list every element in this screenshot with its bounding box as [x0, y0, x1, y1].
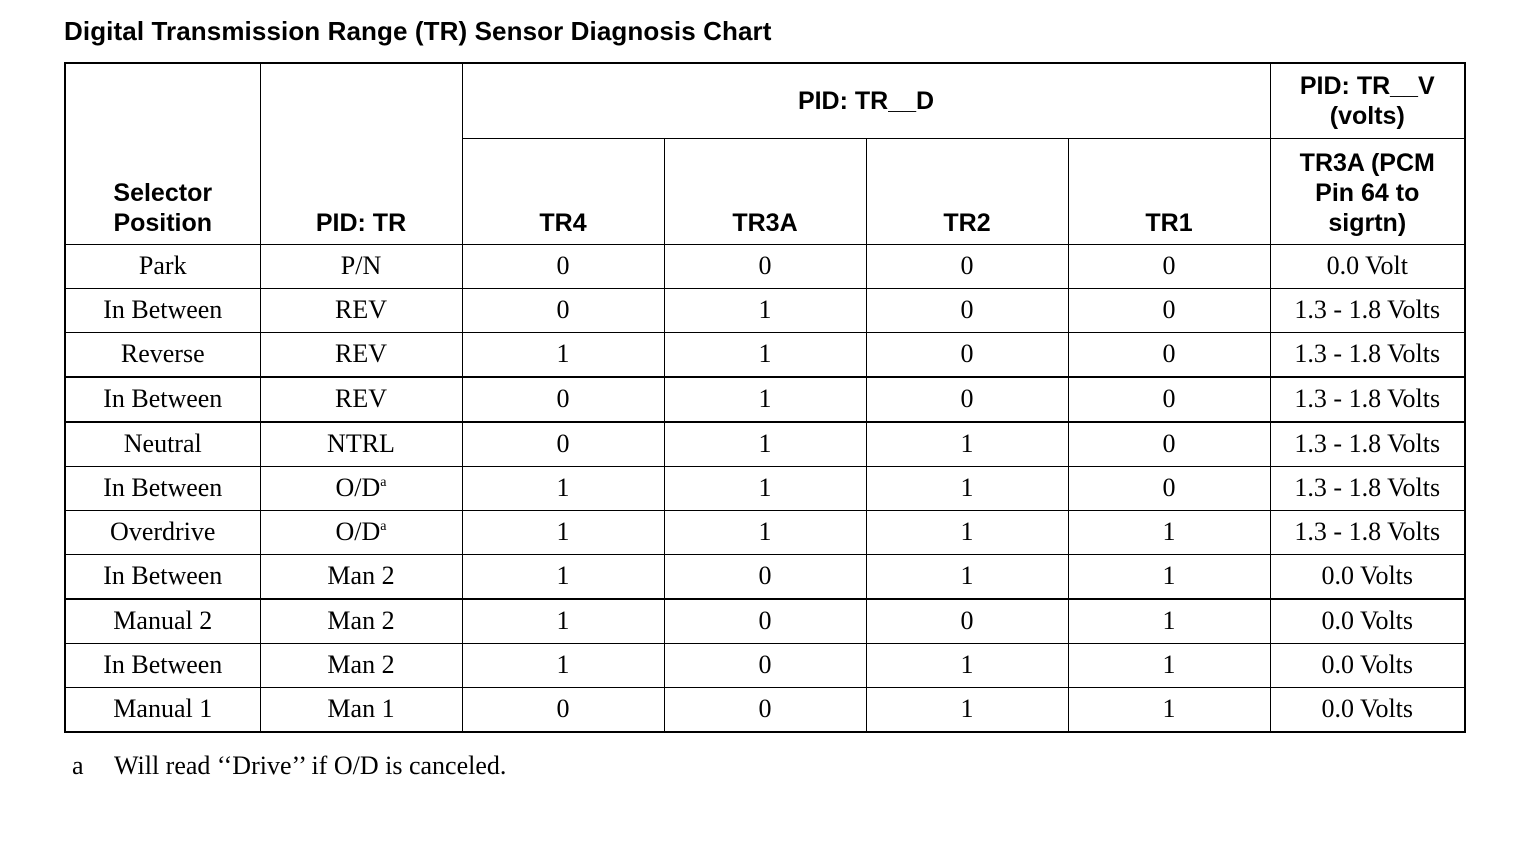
cell-tr1	[1068, 288, 1270, 332]
cell-tr2-text: 1	[960, 694, 974, 723]
header-tr2: TR2	[866, 138, 1068, 244]
cell-tr3a-volts	[1270, 466, 1465, 510]
table-row	[65, 643, 1465, 687]
table-row	[65, 466, 1465, 510]
cell-pid-tr	[260, 377, 462, 422]
cell-tr3a	[664, 643, 866, 687]
cell-tr2	[866, 466, 1068, 510]
cell-selector-position-text: In Between	[103, 295, 223, 324]
cell-tr3a-volts	[1270, 377, 1465, 422]
cell-pid-tr	[260, 422, 462, 467]
cell-selector-position-text: Manual 2	[113, 606, 213, 635]
cell-selector-position-text: In Between	[103, 650, 223, 679]
cell-selector-position-text: Reverse	[120, 339, 205, 368]
table-row	[65, 422, 1465, 467]
cell-tr3a-volts-text: 1.3 - 1.8 Volts	[1294, 517, 1441, 546]
cell-selector-position	[65, 643, 260, 687]
footnote-mark: a	[72, 751, 84, 780]
cell-tr1	[1068, 377, 1270, 422]
cell-tr3a-volts-text: 1.3 - 1.8 Volts	[1294, 339, 1441, 368]
cell-tr4	[462, 599, 664, 644]
footnote-reference: a	[380, 475, 387, 490]
cell-pid-tr	[260, 687, 462, 732]
cell-tr4-text: 1	[556, 561, 570, 590]
cell-tr4-text: 0	[556, 694, 570, 723]
cell-tr3a	[664, 687, 866, 732]
cell-tr3a	[664, 377, 866, 422]
cell-tr2	[866, 643, 1068, 687]
header-tr1: TR1	[1068, 138, 1270, 244]
cell-tr2	[866, 422, 1068, 467]
cell-selector-position	[65, 332, 260, 377]
cell-tr3a-volts	[1270, 599, 1465, 644]
cell-pid-tr-text: O/D	[335, 473, 381, 502]
cell-pid-tr	[260, 643, 462, 687]
cell-tr2-text: 1	[960, 650, 974, 679]
cell-tr3a-text: 0	[758, 251, 772, 280]
footnote	[72, 751, 506, 781]
cell-tr3a-volts-text: 0.0 Volts	[1321, 694, 1414, 723]
cell-tr3a-text: 1	[758, 517, 772, 546]
cell-selector-position-text: Manual 1	[113, 694, 213, 723]
cell-tr4-text: 1	[556, 339, 570, 368]
cell-tr2	[866, 377, 1068, 422]
cell-tr3a-text: 1	[758, 295, 772, 324]
cell-tr4-text: 0	[556, 295, 570, 324]
cell-selector-position	[65, 288, 260, 332]
cell-selector-position	[65, 244, 260, 288]
cell-pid-tr-text: Man 2	[327, 606, 395, 635]
table-row	[65, 687, 1465, 732]
cell-tr3a-volts	[1270, 510, 1465, 554]
table-row	[65, 554, 1465, 599]
cell-tr2-text: 1	[960, 517, 974, 546]
cell-tr2-text: 1	[960, 561, 974, 590]
cell-selector-position-text: Overdrive	[110, 517, 216, 546]
header-selector-position: Selector Position	[65, 63, 260, 244]
header-tr3a: TR3A	[664, 138, 866, 244]
cell-pid-tr	[260, 466, 462, 510]
cell-tr2-text: 0	[960, 606, 974, 635]
table-row	[65, 332, 1465, 377]
cell-tr1-text: 0	[1162, 295, 1176, 324]
cell-tr3a-volts	[1270, 244, 1465, 288]
cell-tr1	[1068, 466, 1270, 510]
cell-tr1	[1068, 599, 1270, 644]
cell-tr4-text: 1	[556, 606, 570, 635]
cell-tr3a	[664, 466, 866, 510]
cell-tr3a	[664, 288, 866, 332]
cell-selector-position	[65, 687, 260, 732]
header-pid-tr-v: PID: TR__V (volts)	[1270, 63, 1465, 138]
cell-tr1-text: 0	[1162, 339, 1176, 368]
cell-pid-tr-text: Man 1	[327, 694, 395, 723]
cell-tr4-text: 0	[556, 429, 570, 458]
cell-pid-tr-text: REV	[335, 295, 387, 324]
cell-tr2	[866, 332, 1068, 377]
cell-tr1	[1068, 244, 1270, 288]
cell-tr3a-volts-text: 1.3 - 1.8 Volts	[1294, 384, 1441, 413]
cell-tr1-text: 1	[1162, 606, 1176, 635]
cell-tr3a-text: 0	[758, 606, 772, 635]
cell-tr2-text: 0	[960, 384, 974, 413]
cell-tr3a-text: 1	[758, 473, 772, 502]
cell-tr2-text: 0	[960, 295, 974, 324]
cell-selector-position	[65, 510, 260, 554]
cell-tr2	[866, 288, 1068, 332]
cell-tr3a-volts-text: 0.0 Volts	[1321, 650, 1414, 679]
cell-tr1-text: 1	[1162, 561, 1176, 590]
cell-tr3a-text: 1	[758, 384, 772, 413]
table-body	[65, 244, 1465, 732]
diagnosis-table	[64, 62, 1466, 733]
cell-tr3a-volts	[1270, 643, 1465, 687]
cell-pid-tr	[260, 244, 462, 288]
cell-tr1-text: 1	[1162, 694, 1176, 723]
cell-selector-position	[65, 377, 260, 422]
cell-tr2-text: 1	[960, 473, 974, 502]
cell-tr3a-volts	[1270, 332, 1465, 377]
cell-tr1	[1068, 687, 1270, 732]
cell-selector-position-text: In Between	[103, 384, 223, 413]
header-pid-tr: PID: TR	[260, 63, 462, 244]
cell-pid-tr-text: P/N	[340, 251, 382, 280]
cell-tr4	[462, 422, 664, 467]
cell-tr1	[1068, 332, 1270, 377]
cell-tr3a	[664, 422, 866, 467]
cell-tr4	[462, 377, 664, 422]
cell-tr1-text: 1	[1162, 650, 1176, 679]
cell-tr4	[462, 288, 664, 332]
cell-tr2-text: 0	[960, 339, 974, 368]
cell-tr3a-volts-text: 0.0 Volts	[1321, 606, 1414, 635]
header-tr3a-pcm: TR3A (PCM Pin 64 to sigrtn)	[1270, 138, 1465, 244]
cell-pid-tr	[260, 554, 462, 599]
cell-selector-position-text: Park	[138, 251, 187, 280]
cell-tr3a	[664, 332, 866, 377]
cell-tr3a	[664, 599, 866, 644]
cell-pid-tr	[260, 332, 462, 377]
cell-tr4	[462, 332, 664, 377]
cell-tr4	[462, 554, 664, 599]
cell-selector-position	[65, 599, 260, 644]
cell-tr1-text: 1	[1162, 517, 1176, 546]
cell-tr2-text: 0	[960, 251, 974, 280]
cell-tr3a	[664, 244, 866, 288]
cell-tr3a-volts-text: 0.0 Volts	[1321, 561, 1414, 590]
cell-pid-tr-text: NTRL	[327, 429, 395, 458]
cell-tr2	[866, 244, 1068, 288]
footnote-reference: a	[380, 519, 387, 534]
cell-pid-tr	[260, 510, 462, 554]
cell-selector-position-text: In Between	[103, 473, 223, 502]
cell-pid-tr-text: Man 2	[327, 650, 395, 679]
cell-tr2	[866, 687, 1068, 732]
cell-tr4	[462, 643, 664, 687]
cell-tr4	[462, 510, 664, 554]
cell-tr3a-volts	[1270, 687, 1465, 732]
cell-tr2	[866, 510, 1068, 554]
table-row	[65, 288, 1465, 332]
cell-tr3a-volts	[1270, 554, 1465, 599]
table-row	[65, 244, 1465, 288]
chart-title: Digital Transmission Range (TR) Sensor Diagnosis Chart	[64, 16, 772, 46]
cell-tr3a-text: 1	[758, 429, 772, 458]
cell-pid-tr	[260, 288, 462, 332]
cell-pid-tr-text: REV	[335, 339, 387, 368]
cell-pid-tr	[260, 599, 462, 644]
cell-selector-position-text: Neutral	[123, 429, 202, 458]
cell-tr4-text: 1	[556, 473, 570, 502]
cell-tr1	[1068, 422, 1270, 467]
cell-tr3a	[664, 554, 866, 599]
cell-selector-position-text: In Between	[103, 561, 223, 590]
cell-tr3a-volts	[1270, 288, 1465, 332]
cell-tr2	[866, 599, 1068, 644]
cell-pid-tr-text: O/D	[335, 517, 381, 546]
cell-tr3a-volts	[1270, 422, 1465, 467]
cell-tr3a-text: 0	[758, 650, 772, 679]
cell-tr1-text: 0	[1162, 429, 1176, 458]
cell-tr3a-text: 1	[758, 339, 772, 368]
cell-tr2	[866, 554, 1068, 599]
cell-selector-position	[65, 466, 260, 510]
cell-tr2-text: 1	[960, 429, 974, 458]
table-row	[65, 510, 1465, 554]
table-row	[65, 377, 1465, 422]
footnote-text: Will read ‘‘Drive’’ if O/D is canceled.	[114, 751, 507, 780]
cell-tr4	[462, 687, 664, 732]
cell-pid-tr-text: REV	[335, 384, 387, 413]
cell-tr1-text: 0	[1162, 251, 1176, 280]
cell-tr4	[462, 244, 664, 288]
cell-tr3a-volts-text: 1.3 - 1.8 Volts	[1294, 473, 1441, 502]
cell-tr4-text: 0	[556, 251, 570, 280]
cell-tr3a-volts-text: 1.3 - 1.8 Volts	[1294, 429, 1441, 458]
table-row	[65, 599, 1465, 644]
cell-tr3a-text: 0	[758, 561, 772, 590]
cell-tr3a-text: 0	[758, 694, 772, 723]
cell-tr1	[1068, 510, 1270, 554]
cell-tr1-text: 0	[1162, 384, 1176, 413]
cell-tr4-text: 1	[556, 517, 570, 546]
cell-tr1	[1068, 554, 1270, 599]
header-tr4: TR4	[462, 138, 664, 244]
cell-tr4-text: 1	[556, 650, 570, 679]
cell-tr4-text: 0	[556, 384, 570, 413]
cell-tr3a-volts-text: 1.3 - 1.8 Volts	[1294, 295, 1441, 324]
cell-selector-position	[65, 422, 260, 467]
cell-tr3a-volts-text: 0.0 Volt	[1326, 251, 1408, 280]
cell-pid-tr-text: Man 2	[327, 561, 395, 590]
cell-tr3a	[664, 510, 866, 554]
cell-tr4	[462, 466, 664, 510]
header-pid-tr-d: PID: TR__D	[462, 63, 1270, 138]
cell-tr1	[1068, 643, 1270, 687]
cell-selector-position	[65, 554, 260, 599]
cell-tr1-text: 0	[1162, 473, 1176, 502]
